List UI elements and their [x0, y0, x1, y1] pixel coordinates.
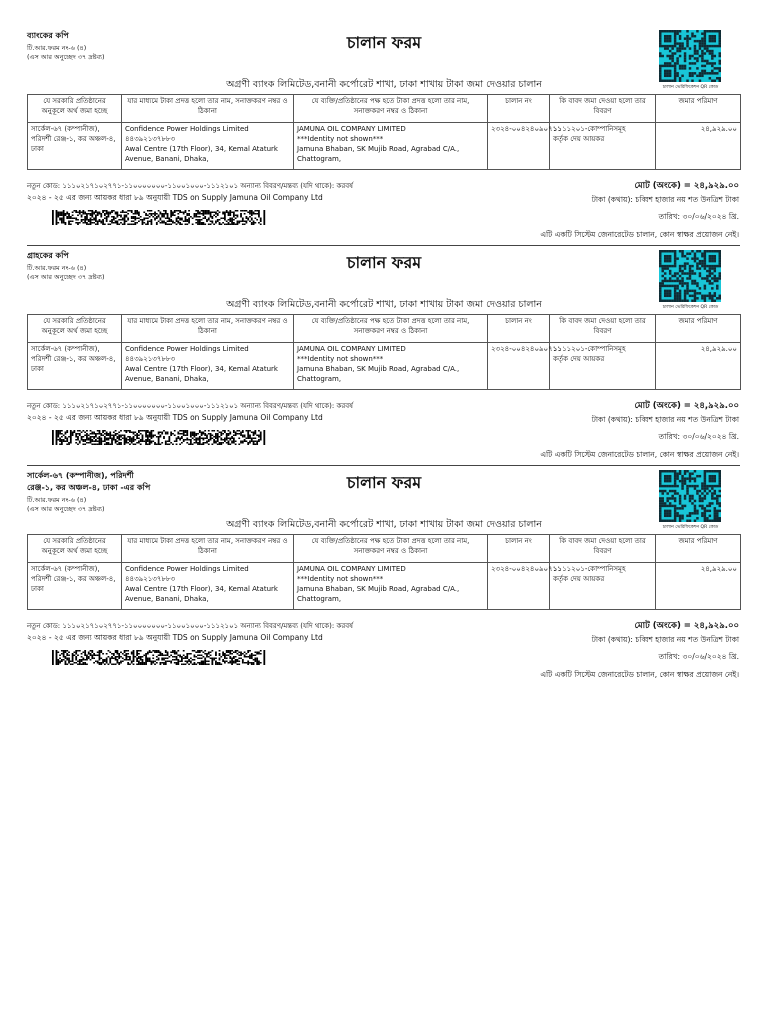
on-behalf-address: Jamuna Bhaban, SK Mujib Road, Agrabad C/A., Chattogram,: [297, 585, 460, 603]
system-generated-note: এটি একটি সিস্টেম জেনারেটেড চালান, কোন স্বাক্ষর প্রয়োজন নেই।: [540, 450, 739, 459]
table-header-row: [28, 315, 741, 343]
table-header-cell: চালান নং: [488, 315, 550, 343]
barcode-icon: [52, 650, 267, 665]
tds-line: ২০২৪ - ২৫ এর জন্য আয়কর ধারা ৮৯ অনুযায়ী TDS on Supply Jamuna Oil Company Ltd: [27, 633, 323, 642]
total-amount: মোট (অংকে) = ২৪,৯২৯.০০: [634, 621, 739, 631]
amount-cell: ২৪,৯২৯.০০: [656, 123, 741, 170]
on-behalf-id: ***Identity not shown***: [297, 135, 384, 143]
table-row: [28, 343, 741, 390]
on-behalf-cell: [294, 343, 488, 390]
challan-date: তারিখ: ৩০/০৬/২০২৪ খ্রি.: [658, 652, 739, 661]
table-header-cell: জমার পরিমাণ: [656, 535, 741, 563]
table-header-cell: যার মাধ্যমে টাকা প্রদত্ত হলো তার নাম, সনাক্তকরণ নম্বর ও ঠিকানা: [122, 315, 294, 343]
tds-line: ২০২৪ - ২৫ এর জন্য আয়কর ধারা ৮৯ অনুযায়ী TDS on Supply Jamuna Oil Company Ltd: [27, 193, 323, 202]
challan-title: চালান ফরম: [346, 253, 422, 272]
total-amount: মোট (অংকে) = ২৪,৯২৯.০০: [634, 181, 739, 191]
table-header-row: [28, 95, 741, 123]
barcode-icon: [52, 430, 267, 445]
purpose-text: কর্তৃক দেয় আয়কর: [553, 135, 605, 143]
table-header-cell: যে ব্যক্তি/প্রতিষ্ঠানের পক্ষ হতে টাকা প্রদত্ত হলো তার নাম, সনাক্তকরণ নম্বর ও ঠিকানা: [294, 535, 488, 563]
table-row: [28, 563, 741, 610]
qr-caption: চালান ভেরিফিকেশন QR কোড: [662, 85, 719, 90]
qr-caption: চালান ভেরিফিকেশন QR কোড: [662, 525, 719, 530]
on-behalf-address: Jamuna Bhaban, SK Mujib Road, Agrabad C/A., Chattogram,: [297, 145, 460, 163]
table-header-cell: চালান নং: [488, 95, 550, 123]
rule-reference: (এস আর অনুচ্ছেদ ৩৭ দ্রষ্টব্য): [27, 53, 105, 61]
challan-table: [27, 94, 741, 170]
system-generated-note: এটি একটি সিস্টেম জেনারেটেড চালান, কোন স্বাক্ষর প্রয়োজন নেই।: [540, 230, 739, 239]
code-line: নতুন কোড: ১১১০২১৭১০২৭৭১-১১০০০০০০০-১১০০১০০০-১১১২১০১ অন্যান্য বিবরণ/মন্তব্য (যদি থাকে): করবর্ষ: [27, 402, 353, 410]
table-header-cell: জমার পরিমাণ: [656, 315, 741, 343]
copy-label: গ্রাহকের কপি: [27, 251, 69, 260]
on-behalf-id: ***Identity not shown***: [297, 575, 384, 583]
tr-form-number: টি.আর.ফরম নং-৬ (৪): [27, 264, 87, 272]
purpose-text: কর্তৃক দেয় আয়কর: [553, 575, 605, 583]
table-header-cell: যে সরকারি প্রতিষ্ঠানের অনুকূলে অর্থ জমা হচ্ছে: [28, 535, 122, 563]
challan-number-cell: ২৩২৪-০০৪২৪০৯০৭১১: [488, 563, 550, 610]
amount-cell: ২৪,৯২৯.০০: [656, 343, 741, 390]
qr-code-icon[interactable]: [659, 250, 721, 302]
table-header-cell: কি বাবদ জমা দেওয়া হলো তার বিবরণ: [550, 535, 656, 563]
challan-title: চালান ফরম: [346, 473, 422, 492]
purpose-code: ১১১১২০১-কোম্পানিসমূহ: [553, 565, 626, 573]
payer-name: Confidence Power Holdings Limited: [125, 565, 249, 573]
office-cell: সার্কেল-৬৭ (কম্পানীজ), পরিদর্শী রেঞ্জ-১, কর অঞ্চল-৪, ঢাকা: [28, 123, 122, 170]
amount-cell: ২৪,৯২৯.০০: [656, 563, 741, 610]
challan-table: [27, 314, 741, 390]
purpose-cell: [550, 563, 656, 610]
table-header-cell: যে ব্যক্তি/প্রতিষ্ঠানের পক্ষ হতে টাকা প্রদত্ত হলো তার নাম, সনাক্তকরণ নম্বর ও ঠিকানা: [294, 315, 488, 343]
copy-label: ব্যাংকের কপি: [27, 31, 69, 40]
barcode-icon: [52, 210, 267, 225]
table-row: [28, 123, 741, 170]
challan-number-cell: ২৩২৪-০০৪২৪০৯০৭১১: [488, 343, 550, 390]
payer-address: Awal Centre (17th Floor), 34, Kemal Ataturk Avenue, Banani, Dhaka,: [125, 145, 278, 163]
rule-reference: (এস আর অনুচ্ছেদ ৩৭ দ্রষ্টব্য): [27, 273, 105, 281]
challan-copy: [0, 460, 768, 690]
on-behalf-id: ***Identity not shown***: [297, 355, 384, 363]
qr-code-icon[interactable]: [659, 470, 721, 522]
office-cell: সার্কেল-৬৭ (কম্পানীজ), পরিদর্শী রেঞ্জ-১, কর অঞ্চল-৪, ঢাকা: [28, 563, 122, 610]
payer-address: Awal Centre (17th Floor), 34, Kemal Ataturk Avenue, Banani, Dhaka,: [125, 365, 278, 383]
on-behalf-name: JAMUNA OIL COMPANY LIMITED: [297, 125, 406, 133]
payer-name: Confidence Power Holdings Limited: [125, 345, 249, 353]
challan-copy: [0, 240, 768, 470]
amount-in-words: টাকা (কথায়): চব্বিশ হাজার নয় শত উনত্রিশ টাকা: [591, 635, 739, 644]
table-header-row: [28, 535, 741, 563]
total-amount: মোট (অংকে) = ২৪,৯২৯.০০: [634, 401, 739, 411]
copy-label: রেঞ্জ-১, কর অঞ্চল-৪, ঢাকা -এর কপি: [27, 483, 151, 492]
challan-table: [27, 534, 741, 610]
payer-id: ৪৪৩৯২১৩৭৮৮৩: [125, 355, 176, 363]
payer-id: ৪৪৩৯২১৩৭৮৮৩: [125, 575, 176, 583]
purpose-cell: [550, 123, 656, 170]
qr-caption: চালান ভেরিফিকেশন QR কোড: [662, 305, 719, 310]
amount-in-words: টাকা (কথায়): চব্বিশ হাজার নয় শত উনত্রিশ টাকা: [591, 195, 739, 204]
challan-copy: [0, 20, 768, 250]
challan-number-cell: ২৩২৪-০০৪২৪০৯০৭১১: [488, 123, 550, 170]
table-header-cell: চালান নং: [488, 535, 550, 563]
office-cell: সার্কেল-৬৭ (কম্পানীজ), পরিদর্শী রেঞ্জ-১, কর অঞ্চল-৪, ঢাকা: [28, 343, 122, 390]
payer-id: ৪৪৩৯২১৩৭৮৮৩: [125, 135, 176, 143]
copy-label: সার্কেল-৬৭ (কম্পানীজ), পরিদর্শী: [27, 471, 134, 480]
table-header-cell: যে ব্যক্তি/প্রতিষ্ঠানের পক্ষ হতে টাকা প্রদত্ত হলো তার নাম, সনাক্তকরণ নম্বর ও ঠিকানা: [294, 95, 488, 123]
on-behalf-name: JAMUNA OIL COMPANY LIMITED: [297, 345, 406, 353]
payer-address: Awal Centre (17th Floor), 34, Kemal Ataturk Avenue, Banani, Dhaka,: [125, 585, 278, 603]
tds-line: ২০২৪ - ২৫ এর জন্য আয়কর ধারা ৮৯ অনুযায়ী TDS on Supply Jamuna Oil Company Ltd: [27, 413, 323, 422]
payer-cell: [122, 123, 294, 170]
on-behalf-address: Jamuna Bhaban, SK Mujib Road, Agrabad C/A., Chattogram,: [297, 365, 460, 383]
amount-in-words: টাকা (কথায়): চব্বিশ হাজার নয় শত উনত্রিশ টাকা: [591, 415, 739, 424]
table-header-cell: যার মাধ্যমে টাকা প্রদত্ত হলো তার নাম, সনাক্তকরণ নম্বর ও ঠিকানা: [122, 95, 294, 123]
code-line: নতুন কোড: ১১১০২১৭১০২৭৭১-১১০০০০০০০-১১০০১০০০-১১১২১০১ অন্যান্য বিবরণ/মন্তব্য (যদি থাকে): করবর্ষ: [27, 182, 353, 190]
on-behalf-cell: [294, 563, 488, 610]
purpose-cell: [550, 343, 656, 390]
purpose-text: কর্তৃক দেয় আয়কর: [553, 355, 605, 363]
payer-name: Confidence Power Holdings Limited: [125, 125, 249, 133]
purpose-code: ১১১১২০১-কোম্পানিসমূহ: [553, 125, 626, 133]
challan-date: তারিখ: ৩০/০৬/২০২৪ খ্রি.: [658, 432, 739, 441]
table-header-cell: যে সরকারি প্রতিষ্ঠানের অনুকূলে অর্থ জমা হচ্ছে: [28, 95, 122, 123]
table-header-cell: কি বাবদ জমা দেওয়া হলো তার বিবরণ: [550, 95, 656, 123]
qr-code-icon[interactable]: [659, 30, 721, 82]
payer-cell: [122, 563, 294, 610]
on-behalf-cell: [294, 123, 488, 170]
tr-form-number: টি.আর.ফরম নং-৬ (৪): [27, 44, 87, 52]
payer-cell: [122, 343, 294, 390]
on-behalf-name: JAMUNA OIL COMPANY LIMITED: [297, 565, 406, 573]
system-generated-note: এটি একটি সিস্টেম জেনারেটেড চালান, কোন স্বাক্ষর প্রয়োজন নেই।: [540, 670, 739, 679]
purpose-code: ১১১১২০১-কোম্পানিসমূহ: [553, 345, 626, 353]
bank-line: অগ্রণী ব্যাংক লিমিটেড,বনানী কর্পোরেট শাখা, ঢাকা শাখায় টাকা জমা দেওয়ার চালান: [226, 299, 542, 310]
bank-line: অগ্রণী ব্যাংক লিমিটেড,বনানী কর্পোরেট শাখা, ঢাকা শাখায় টাকা জমা দেওয়ার চালান: [226, 519, 542, 530]
table-header-cell: যার মাধ্যমে টাকা প্রদত্ত হলো তার নাম, সনাক্তকরণ নম্বর ও ঠিকানা: [122, 535, 294, 563]
table-header-cell: যে সরকারি প্রতিষ্ঠানের অনুকূলে অর্থ জমা হচ্ছে: [28, 315, 122, 343]
bank-line: অগ্রণী ব্যাংক লিমিটেড,বনানী কর্পোরেট শাখা, ঢাকা শাখায় টাকা জমা দেওয়ার চালান: [226, 79, 542, 90]
table-header-cell: কি বাবদ জমা দেওয়া হলো তার বিবরণ: [550, 315, 656, 343]
code-line: নতুন কোড: ১১১০২১৭১০২৭৭১-১১০০০০০০০-১১০০১০০০-১১১২১০১ অন্যান্য বিবরণ/মন্তব্য (যদি থাকে): করবর্ষ: [27, 622, 353, 630]
tr-form-number: টি.আর.ফরম নং-৬ (৪): [27, 496, 87, 504]
challan-title: চালান ফরম: [346, 33, 422, 52]
challan-date: তারিখ: ৩০/০৬/২০২৪ খ্রি.: [658, 212, 739, 221]
rule-reference: (এস আর অনুচ্ছেদ ৩৭ দ্রষ্টব্য): [27, 505, 105, 513]
table-header-cell: জমার পরিমাণ: [656, 95, 741, 123]
